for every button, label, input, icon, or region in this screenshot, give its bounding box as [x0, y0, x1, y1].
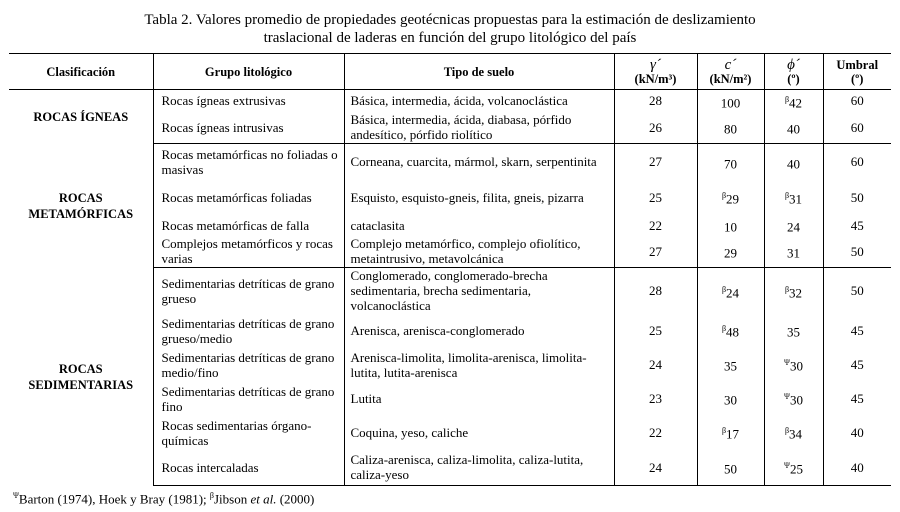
- c-cell: [697, 90, 764, 112]
- phi-ref-mark: β: [784, 426, 790, 436]
- c-value: 70: [724, 155, 737, 171]
- phi-ref-mark: Ψ: [784, 392, 790, 402]
- footnote-etal: et al.: [250, 491, 277, 507]
- table-row: [9, 144, 891, 180]
- phi-value: 40: [787, 121, 800, 137]
- tipo-cell: cataclasita: [344, 216, 614, 236]
- phi-cell: [764, 112, 823, 144]
- c-cell: [697, 112, 764, 144]
- footnote-text-2: Jibson: [213, 491, 251, 507]
- tipo-cell: Esquisto, esquisto-gneis, filita, gneis, pizarra: [344, 180, 614, 216]
- footnote-text-1: Barton (1974), Hoek y Bray (1981);: [18, 491, 210, 507]
- umbral-cell: 45: [850, 323, 864, 338]
- phi-value: 35: [787, 324, 800, 340]
- phi-cell: [764, 180, 823, 216]
- umbral-unit: (º): [851, 71, 864, 86]
- phi-ref-mark: β: [784, 191, 790, 201]
- umbral-cell: 60: [850, 93, 864, 109]
- gamma-cell: 25: [614, 314, 697, 348]
- c-unit: (kN/m²): [709, 71, 752, 86]
- phi-value: 42: [789, 94, 803, 110]
- c-value: 80: [724, 121, 737, 137]
- header-gamma: [614, 54, 697, 90]
- table-row: [9, 90, 891, 112]
- gamma-symbol: γ´: [650, 56, 661, 73]
- umbral-cell: 45: [850, 391, 864, 406]
- footnote-mark-psi: Ψ: [13, 491, 19, 500]
- phi-cell: [764, 450, 823, 486]
- phi-ref-mark: Ψ: [784, 461, 790, 471]
- c-cell: [697, 416, 764, 450]
- c-value: 50: [724, 461, 737, 477]
- phi-cell: [764, 216, 823, 236]
- table-row: [9, 268, 891, 314]
- c-cell: [697, 236, 764, 268]
- grupo-cell: Sedimentarias detríticas de grano fino: [153, 382, 344, 416]
- c-cell: [697, 268, 764, 314]
- phi-cell: [764, 348, 823, 382]
- gamma-cell: 22: [614, 216, 697, 236]
- gamma-cell: 24: [614, 450, 697, 486]
- phi-cell: [764, 90, 823, 112]
- footnote-mark-beta: β: [209, 491, 214, 500]
- header-row: [9, 54, 891, 90]
- phi-ref-mark: Ψ: [784, 358, 790, 368]
- tipo-cell: Arenisca, arenisca-conglomerado: [344, 314, 614, 348]
- c-ref-mark: β: [721, 284, 727, 294]
- phi-cell: [764, 268, 823, 314]
- table-caption: [0, 11, 900, 47]
- header-grupo-litologico: Grupo litológico: [153, 54, 344, 90]
- umbral-cell: 50: [850, 283, 864, 299]
- c-cell: [697, 216, 764, 236]
- gamma-cell: 25: [614, 180, 697, 216]
- c-value: 24: [726, 284, 740, 300]
- umbral-cell: 45: [850, 218, 864, 233]
- c-value: 30: [724, 392, 737, 408]
- header-cohesion: [697, 54, 764, 90]
- gamma-unit: (kN/m³): [634, 71, 677, 86]
- gamma-cell: 26: [614, 112, 697, 144]
- tipo-cell: Conglomerado, conglomerado-brecha sedimentaria, brecha sedimentaria, volcanoclástica: [344, 268, 614, 314]
- classification-cell: ROCAS ÍGNEAS: [9, 90, 153, 144]
- phi-value: 30: [789, 392, 803, 408]
- tipo-cell: Básica, intermedia, ácida, diabasa, pórfido andesítico, pórfido riolítico: [344, 112, 614, 144]
- c-cell: [697, 450, 764, 486]
- tipo-cell: Corneana, cuarcita, mármol, skarn, serpentinita: [344, 144, 614, 180]
- phi-cell: [764, 314, 823, 348]
- header-umbral: [823, 54, 891, 90]
- phi-unit: (º): [787, 71, 800, 86]
- grupo-cell: Rocas ígneas intrusivas: [153, 112, 344, 144]
- umbral-cell: 60: [850, 154, 864, 170]
- grupo-cell: Sedimentarias detríticas de grano grueso/medio: [153, 314, 344, 348]
- c-cell: [697, 144, 764, 180]
- footnote: [13, 488, 314, 507]
- tipo-cell: Básica, intermedia, ácida, volcanoclástica: [344, 90, 614, 112]
- grupo-cell: Rocas intercaladas: [153, 450, 344, 486]
- grupo-cell: Sedimentarias detríticas de grano medio/fino: [153, 348, 344, 382]
- phi-value: 31: [789, 191, 803, 207]
- gamma-cell: 28: [614, 90, 697, 112]
- c-cell: [697, 348, 764, 382]
- c-ref-mark: β: [721, 324, 727, 334]
- phi-symbol: ϕ´: [787, 56, 800, 73]
- tipo-cell: Caliza-arenisca, caliza-limolita, caliza-lutita, caliza-yeso: [344, 450, 614, 486]
- header-clasificacion: Clasificación: [9, 54, 153, 90]
- phi-cell: [764, 236, 823, 268]
- c-symbol: c´: [724, 56, 737, 73]
- gamma-cell: 22: [614, 416, 697, 450]
- grupo-cell: Rocas sedimentarias órgano-químicas: [153, 416, 344, 450]
- gamma-cell: 27: [614, 236, 697, 268]
- c-ref-mark: β: [721, 191, 727, 201]
- tipo-cell: Coquina, yeso, caliche: [344, 416, 614, 450]
- phi-cell: [764, 416, 823, 450]
- classification-cell: ROCAS SEDIMENTARIAS: [9, 268, 153, 486]
- geotechnical-table: [9, 53, 891, 486]
- c-cell: [697, 314, 764, 348]
- grupo-cell: Rocas metamórficas foliadas: [153, 180, 344, 216]
- phi-value: 31: [787, 245, 800, 261]
- phi-cell: [764, 144, 823, 180]
- umbral-cell: 40: [850, 425, 864, 440]
- gamma-cell: 23: [614, 382, 697, 416]
- phi-value: 25: [789, 461, 803, 477]
- c-value: 35: [724, 358, 737, 374]
- c-cell: [697, 382, 764, 416]
- grupo-cell: Sedimentarias detríticas de grano grueso: [153, 268, 344, 314]
- caption-line-2: traslacional de laderas en función del grupo litológico del país: [263, 30, 637, 46]
- grupo-cell: Rocas ígneas extrusivas: [153, 90, 344, 112]
- caption-line-1: Tabla 2. Valores promedio de propiedades geotécnicas propuestas para la estimación de deslizamiento: [144, 12, 756, 28]
- c-value: 29: [726, 191, 740, 207]
- c-ref-mark: β: [721, 426, 727, 436]
- c-cell: [697, 180, 764, 216]
- c-value: 29: [724, 245, 737, 261]
- table-body: [9, 90, 891, 486]
- umbral-cell: 45: [850, 357, 864, 372]
- tipo-cell: Complejo metamórfico, complejo ofiolítico, metaintrusivo, metavolcánica: [344, 236, 614, 268]
- c-value: 17: [726, 426, 740, 442]
- c-value: 100: [720, 94, 741, 110]
- footnote-text-3: (2000): [276, 491, 315, 507]
- classification-cell: ROCAS METAMÓRFICAS: [9, 144, 153, 268]
- gamma-cell: 24: [614, 348, 697, 382]
- umbral-label: Umbral: [836, 57, 879, 72]
- phi-value: 32: [789, 284, 803, 300]
- tipo-cell: Arenisca-limolita, limolita-arenisca, limolita-lutita, lutita-arenisca: [344, 348, 614, 382]
- gamma-cell: 28: [614, 268, 697, 314]
- gamma-cell: 27: [614, 144, 697, 180]
- c-value: 48: [726, 324, 740, 340]
- grupo-cell: Rocas metamórficas no foliadas o masivas: [153, 144, 344, 180]
- umbral-cell: 50: [823, 236, 891, 268]
- c-value: 10: [724, 219, 737, 235]
- phi-value: 40: [787, 155, 800, 171]
- header-tipo-de-suelo: Tipo de suelo: [344, 54, 614, 90]
- phi-ref-mark: β: [784, 284, 790, 294]
- umbral-cell: 40: [823, 450, 891, 486]
- phi-value: 24: [787, 219, 800, 235]
- phi-value: 34: [789, 426, 803, 442]
- umbral-cell: 60: [823, 112, 891, 144]
- grupo-cell: Rocas metamórficas de falla: [153, 216, 344, 236]
- phi-value: 30: [789, 358, 803, 374]
- phi-cell: [764, 382, 823, 416]
- tipo-cell: Lutita: [344, 382, 614, 416]
- grupo-cell: Complejos metamórficos y rocas varias: [153, 236, 344, 268]
- phi-ref-mark: β: [784, 94, 790, 104]
- header-phi: [764, 54, 823, 90]
- umbral-cell: 50: [850, 190, 864, 205]
